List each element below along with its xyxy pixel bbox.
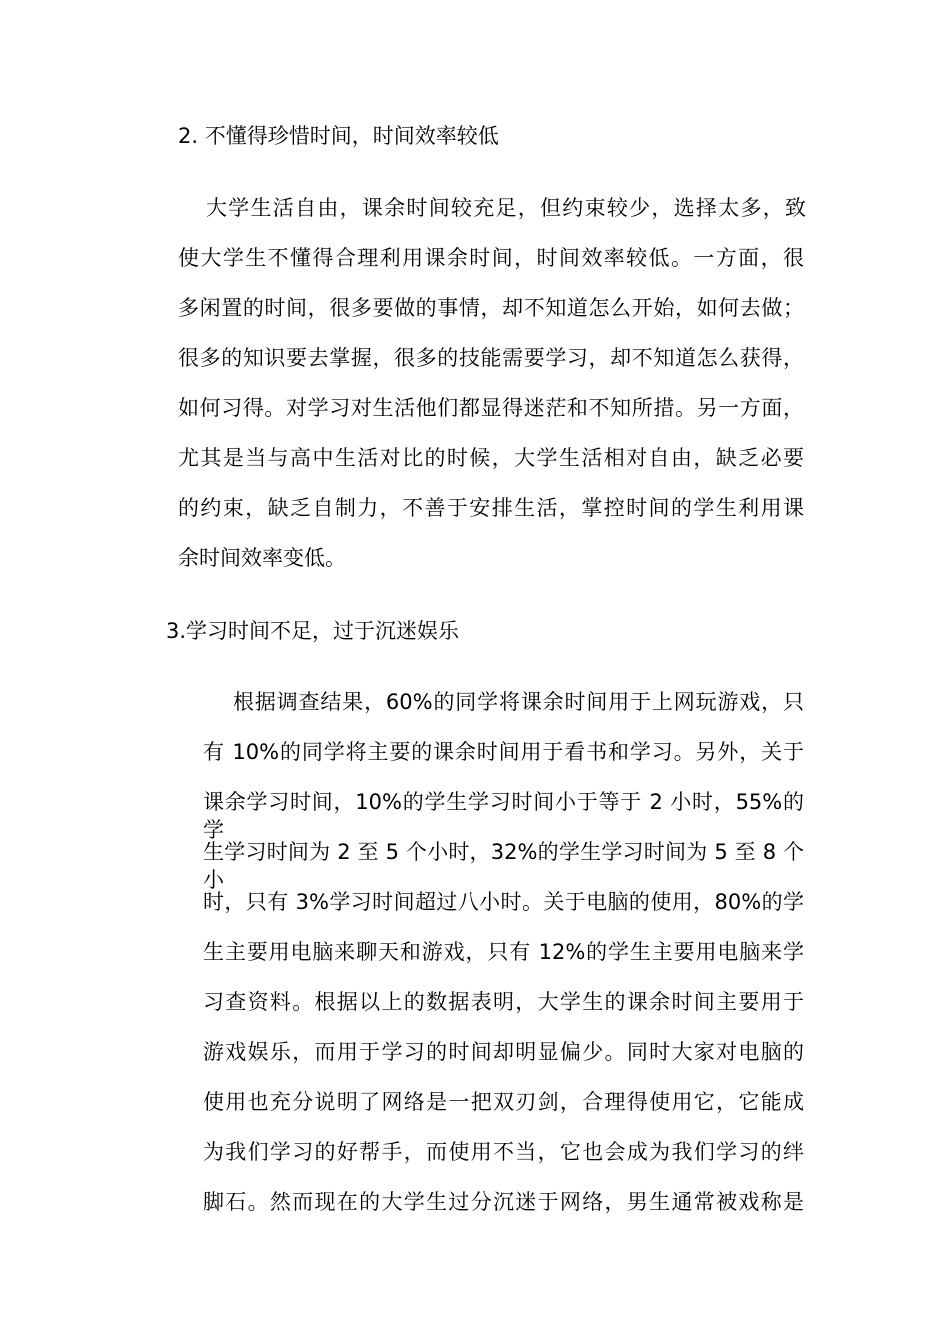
paragraph-line: 大学生活自由，课余时间较充足，但约束较少，选择太多，致	[206, 196, 806, 220]
paragraph-line: 习查资料。根据以上的数据表明，大学生的课余时间主要用于	[203, 990, 804, 1014]
paragraph-line: 游戏娱乐，而用于学习的时间却明显偏少。同时大家对电脑的	[203, 1040, 804, 1064]
paragraph-line: 为我们学习的好帮手，而使用不当，它也会成为我们学习的绊	[203, 1140, 804, 1164]
paragraph-line: 余时间效率变低。	[178, 546, 346, 570]
paragraph-line: 的约束，缺乏自制力，不善于安排生活，掌控时间的学生利用课	[178, 496, 804, 520]
section-3-heading: 3.学习时间不足，过于沉迷娱乐	[166, 619, 460, 643]
section-2-heading: 2. 不懂得珍惜时间，时间效率较低	[178, 124, 499, 148]
paragraph-line: 多闲置的时间，很多要做的事情，却不知道怎么开始，如何去做；	[178, 296, 804, 320]
paragraph-line: 课余学习时间，10%的学生学习时间小于等于 2 小时，55%的学	[203, 790, 804, 842]
paragraph-line: 生主要用电脑来聊天和游戏，只有 12%的学生主要用电脑来学	[203, 940, 804, 964]
paragraph-line: 时，只有 3%学习时间超过八小时。关于电脑的使用，80%的学	[203, 890, 804, 914]
paragraph-line: 使用也充分说明了网络是一把双刃剑，合理得使用它，它能成	[203, 1090, 804, 1114]
paragraph-line: 生学习时间为 2 至 5 个小时，32%的学生学习时间为 5 至 8 个小	[203, 840, 804, 892]
paragraph-line: 脚石。然而现在的大学生过分沉迷于网络，男生通常被戏称是	[203, 1190, 804, 1214]
paragraph-line: 如何习得。对学习对生活他们都显得迷茫和不知所措。另一方面，	[178, 396, 804, 420]
paragraph-line: 使大学生不懂得合理利用课余时间，时间效率较低。一方面，很	[178, 246, 804, 270]
paragraph-line: 有 10%的同学将主要的课余时间用于看书和学习。另外，关于	[203, 740, 804, 764]
paragraph-line: 尤其是当与高中生活对比的时候，大学生活相对自由，缺乏必要	[178, 446, 804, 470]
paragraph-line: 根据调查结果，60%的同学将课余时间用于上网玩游戏，只	[233, 690, 804, 714]
paragraph-line: 很多的知识要去掌握，很多的技能需要学习，却不知道怎么获得，	[178, 346, 804, 370]
